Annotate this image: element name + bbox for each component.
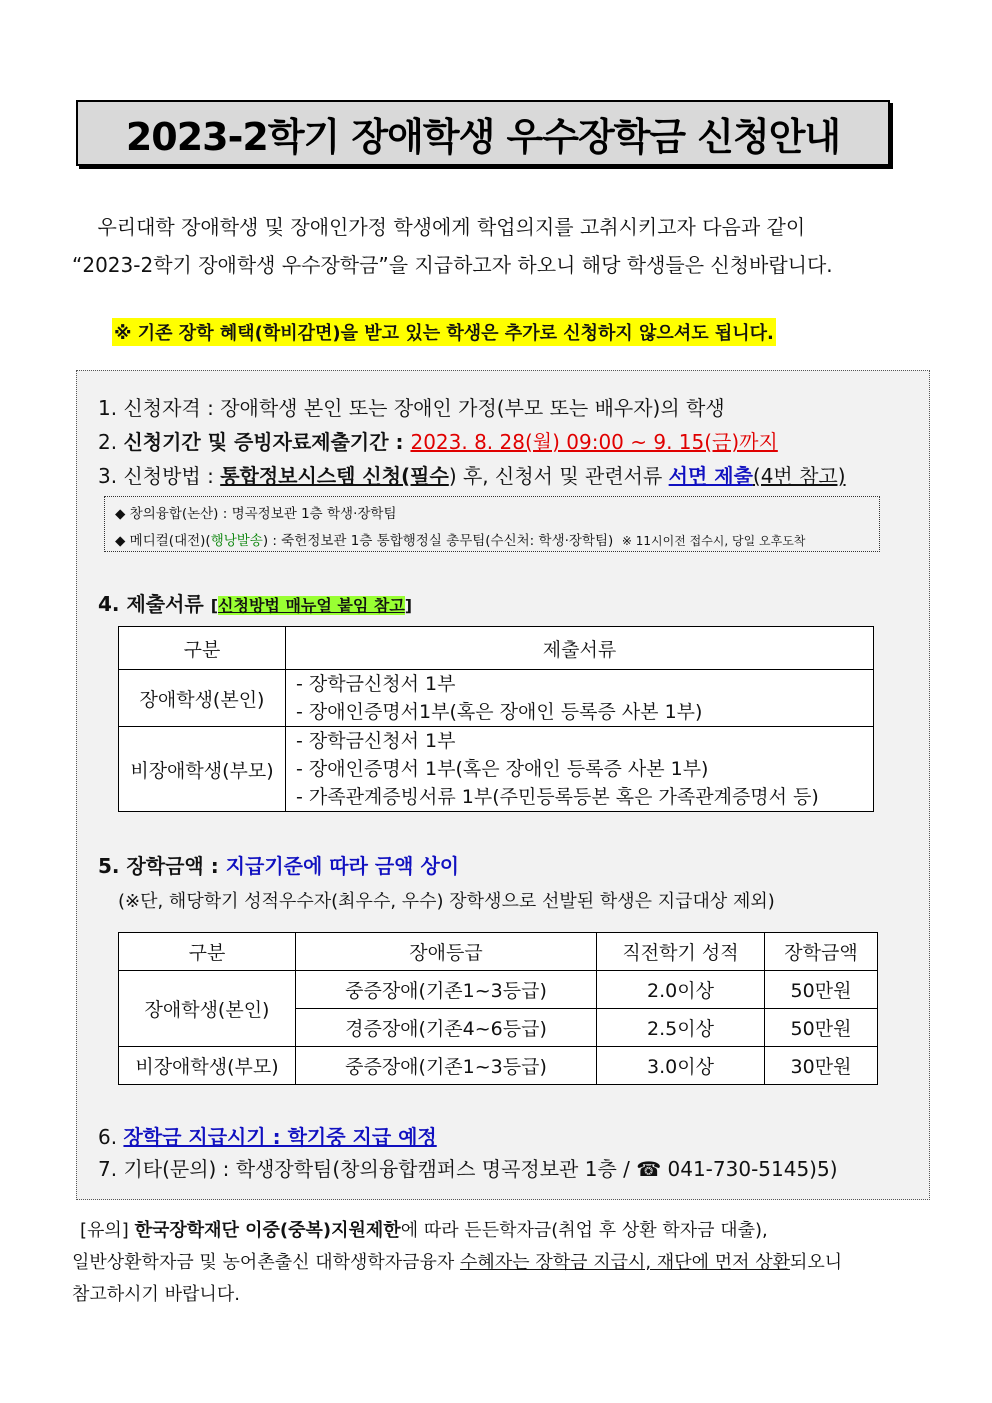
notice-highlight: ※ 기존 장학 혜택(학비감면)을 받고 있는 학생은 추가로 신청하지 않으셔도 됩니다. [112, 318, 776, 346]
location-nonsan: ◆ 창의융합(논산) : 명곡정보관 1층 학생·장학팀 [115, 506, 397, 522]
item-eligibility: 1. 신청자격 : 장애학생 본인 또는 장애인 가정(부모 또는 배우자)의 학생 [98, 396, 725, 420]
location-daejeon: ◆ 메디컬(대전)(행낭발송) : 죽헌정보관 1층 통합행정실 총무팀(수신처: 학생·장학팀) ※ 11시이전 접수시, 당일 오후도착 [115, 533, 806, 549]
item-amount-note: (※단, 해당학기 성적우수자(최우수, 우수) 장학생으로 선발된 학생은 지급대상 제외) [118, 891, 775, 912]
amount-table [118, 932, 878, 1085]
item-amount-heading: 5. 장학금액 : 지급기준에 따라 금액 상이 [98, 854, 460, 878]
item-contact: 7. 기타(문의) : 학생장학팀(창의융합캠퍼스 명곡정보관 1층 / ☎ 041-730-5145)5) [98, 1157, 838, 1181]
table-row: 경증장애(기존4~6등급) 2.5이상 50만원 [119, 1009, 878, 1047]
table-row: 장애학생(본인) - 장학금신청서 1부 - 장애인증명서1부(혹은 장애인 등록증 사본 1부) [119, 670, 874, 727]
footer-line-3: 참고하시기 바랍니다. [72, 1284, 240, 1305]
submission-locations [104, 496, 880, 552]
header-category: 구분 [119, 627, 286, 670]
intro-line-2: “2023-2학기 장애학생 우수장학금”을 지급하고자 하오니 해당 학생들은 신청바랍니다. [72, 253, 833, 277]
footer-line-1: [유의] 한국장학재단 이중(중복)지원제한에 따라 든든학자금(취업 후 상환 학자금 대출), [80, 1220, 768, 1241]
table-header-row [119, 627, 874, 670]
item-payment-time: 6. 장학금 지급시기 : 학기중 지급 예정 [98, 1125, 437, 1149]
table-header-row: 구분 장애등급 직전학기 성적 장학금액 [119, 933, 878, 971]
table-row: 비장애학생(부모) - 장학금신청서 1부 - 장애인증명서 1부(혹은 장애인 등록증 사본 1부) - 가족관계증빙서류 1부(주민등록등본 혹은 가족관계증명서 등) [119, 727, 874, 812]
item-documents-heading: 4. 제출서류 [신청방법 매뉴얼 붙임 참고] [98, 592, 413, 616]
item-period: 2. 신청기간 및 증빙자료제출기간 : 2023. 8. 28(월) 09:00 ~ 9. 15(금)까지 [98, 430, 778, 454]
intro-line-1: 우리대학 장애학생 및 장애인가정 학생에게 학업의지를 고취시키고자 다음과 같이 [97, 215, 806, 239]
table-row: 장애학생(본인) 중증장애(기존1~3등급) 2.0이상 50만원 [119, 971, 878, 1009]
header-documents: 제출서류 [286, 627, 874, 670]
item-method: 3. 신청방법 : 통합정보시스템 신청(필수) 후, 신청서 및 관련서류 서면 제출(4번 참고) [98, 464, 846, 488]
footer-line-2: 일반상환학자금 및 농어촌출신 대학생학자금융자 수혜자는 장학금 지급시, 재단에 먼저 상환되오니 [72, 1252, 843, 1273]
table-row: 비장애학생(부모) 중증장애(기존1~3등급) 3.0이상 30만원 [119, 1047, 878, 1085]
documents-table [118, 626, 874, 812]
period-date: 2023. 8. 28(월) 09:00 ~ 9. 15(금)까지 [410, 430, 778, 454]
page-title: 2023-2학기 장애학생 우수장학금 신청안내 [76, 100, 890, 166]
